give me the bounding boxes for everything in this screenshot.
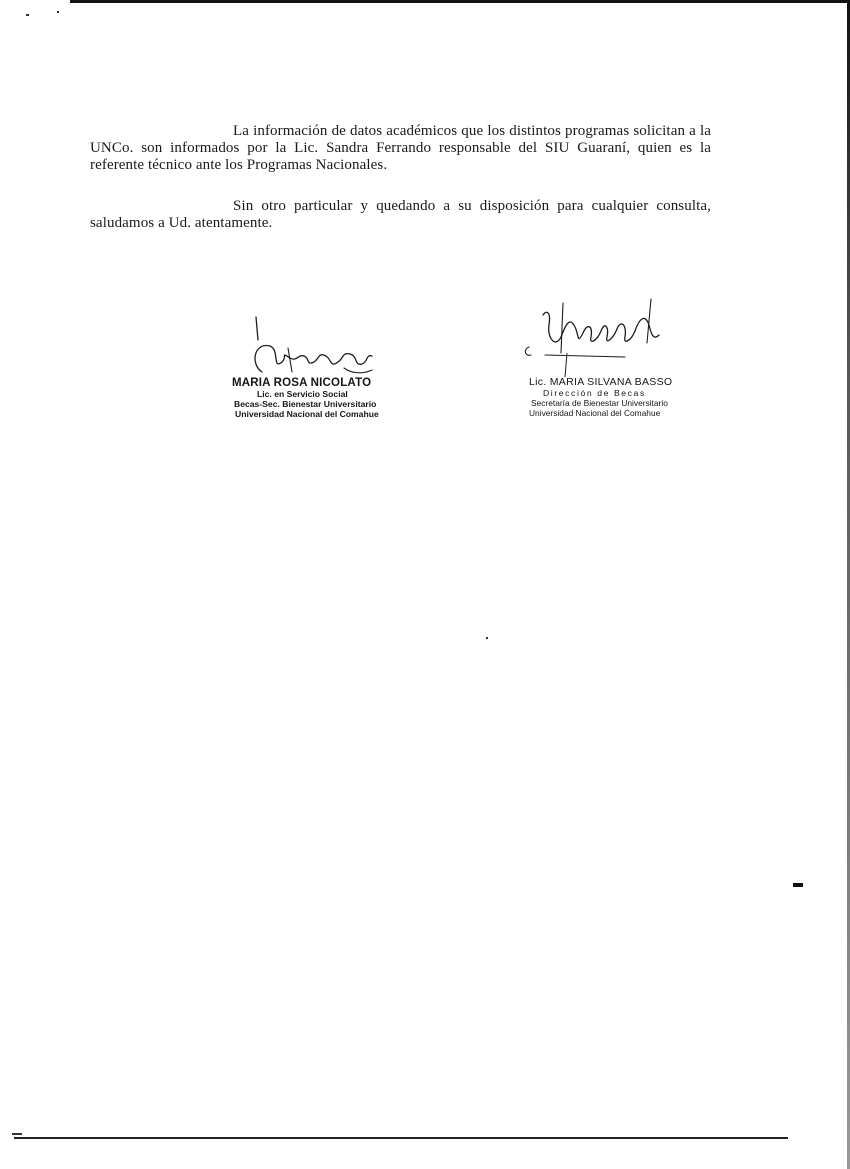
- scan-speck: [486, 637, 488, 639]
- signatory-title: Dirección de Becas: [543, 388, 646, 398]
- signatory-department: Becas-Sec. Bienestar Universitario: [234, 399, 377, 409]
- signatory-name: Lic. MARIA SILVANA BASSO: [529, 376, 673, 388]
- footer-dash: [12, 1133, 22, 1135]
- handwritten-signature-nicolato: [242, 312, 392, 382]
- body-paragraph-academic-data: La información de datos académicos que los distintos programas solicitan a la UNCo. son informados por la Lic. Sandra Ferrando responsable del SIU Guaraní, quien es la referente técnico ante los Programas Nacionales.: [90, 123, 711, 173]
- stamp-nicolato: [232, 377, 379, 419]
- scan-speck: [26, 14, 29, 16]
- closing-paragraph: Sin otro particular y quedando a su disposición para cualquier consulta, saludamos a Ud. atentamente.: [90, 198, 711, 231]
- handwritten-signature-basso: [505, 295, 675, 380]
- signatory-department: Secretaría de Bienestar Universitario: [531, 398, 668, 408]
- signature-block-basso: [505, 295, 690, 425]
- footer-rule: [14, 1137, 788, 1139]
- signatory-institution: Universidad Nacional del Comahue: [235, 409, 379, 419]
- signatory-name: MARIA ROSA NICOLATO: [232, 377, 372, 389]
- margin-mark: [793, 883, 803, 887]
- signatory-title: Lic. en Servicio Social: [257, 389, 348, 399]
- signatory-institution: Universidad Nacional del Comahue: [529, 408, 661, 418]
- signature-block-nicolato: [222, 310, 422, 430]
- stamp-basso: [529, 376, 672, 418]
- scan-speck: [57, 11, 59, 13]
- scan-edge-top: [70, 0, 850, 3]
